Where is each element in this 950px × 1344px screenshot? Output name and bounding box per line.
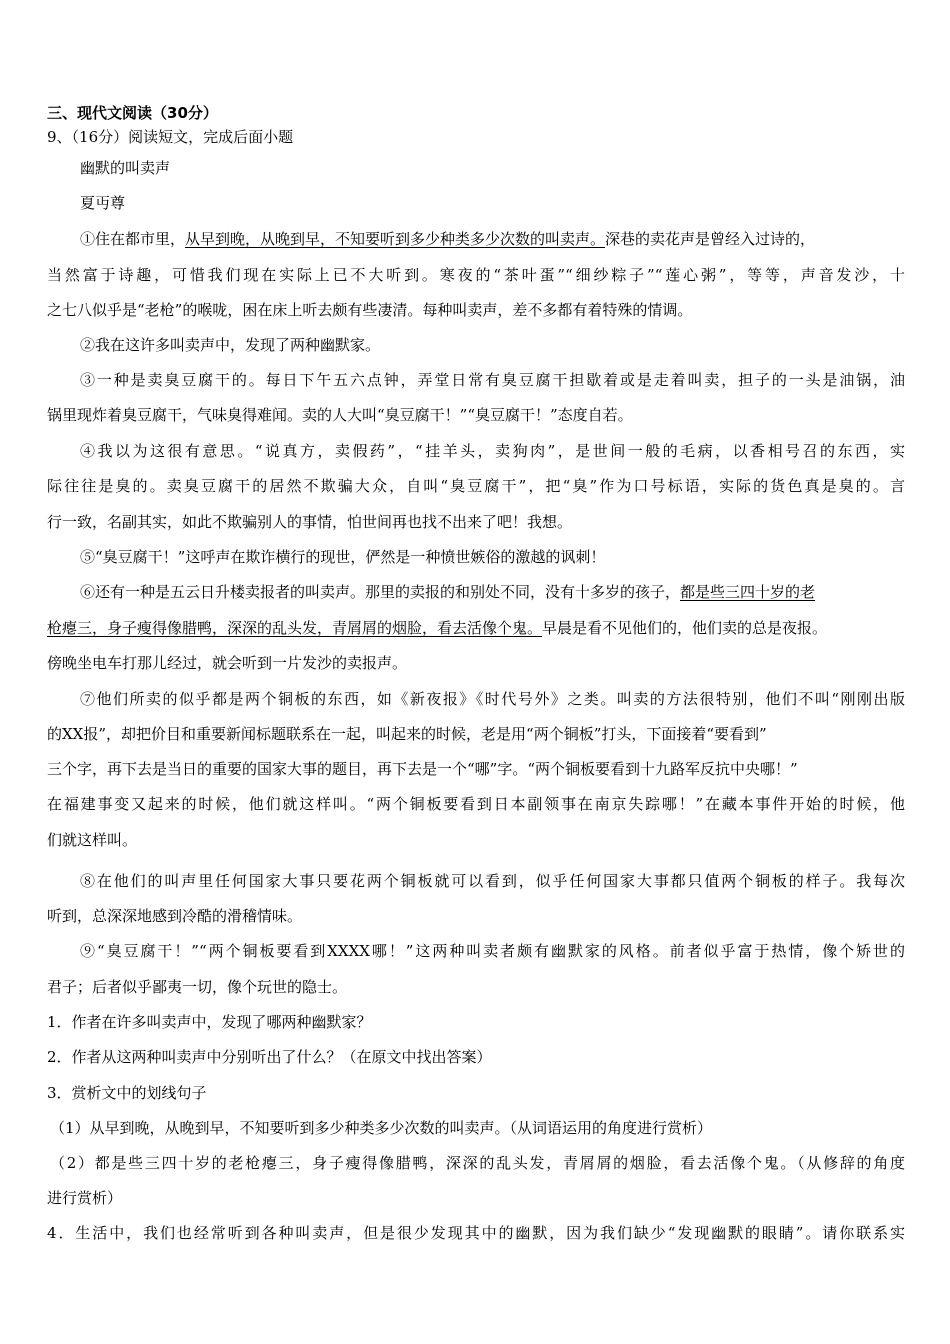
question-4: 4．生活中，我们也经常听到各种叫卖声，但是很少发现其中的幽默，因为我们缺少“发现幽默的眼睛”。请你联系实 bbox=[47, 1224, 905, 1242]
paragraph-1-line-2: 当然富于诗趣，可惜我们现在实际上已不大听到。寒夜的“茶叶蛋”“细纱粽子”“莲心粥”，等等，声音发沙，十 bbox=[47, 266, 905, 284]
paragraph-1-line-3: 之七八似乎是“老枪”的喉咙，困在床上听去颇有些凄清。每种叫卖声，差不多都有着特殊的情调。 bbox=[47, 301, 693, 319]
paragraph-3-line-2: 锅里现炸着臭豆腐干，气味臭得难闻。卖的人大叫“臭豆腐干！”“臭豆腐干！”态度自若。 bbox=[47, 406, 633, 424]
paragraph-9-line-2: 君子；后者似乎鄙夷一切，像个玩世的隐士。 bbox=[47, 978, 348, 996]
question-3-part-1: （1）从早到晚，从晚到早，不知要听到多少种类多少次数的叫卖声。（从词语运用的角度进行赏析） bbox=[50, 1119, 713, 1137]
paragraph-7-line-5: 们就这样叫。 bbox=[47, 831, 138, 849]
paragraph-2: ②我在这许多叫卖声中，发现了两种幽默家。 bbox=[80, 336, 381, 354]
question-2: 2．作者从这两种叫卖声中分别听出了什么？（在原文中找出答案） bbox=[47, 1048, 492, 1066]
question-3-part-2-line-1: （2）都是些三四十岁的老枪瘪三，身子瘦得像腊鸭，深深的乱头发，青屑屑的烟脸，看去活像个鬼。（从修辞的角度 bbox=[50, 1154, 905, 1172]
underlined-sentence-1: 从早到晚，从晚到早，不知要听到多少种类多少次数的叫卖声。 bbox=[185, 230, 606, 248]
question-3-part-2-line-2: 进行赏析） bbox=[47, 1189, 123, 1207]
paragraph-1-line-1 bbox=[80, 222, 905, 256]
paragraph-7-line-3: 三个字，再下去是当日的重要的国家大事的题目，再下去是一个“哪”字。“两个铜板要看到十九路军反抗中央哪！” bbox=[47, 760, 798, 778]
underlined-sentence-2-part-2: 枪瘪三，身子瘦得像腊鸭，深深的乱头发，青屑屑的烟脸，看去活像个鬼。 bbox=[47, 619, 543, 637]
question-1: 1．作者在许多叫卖声中，发现了哪两种幽默家？ bbox=[47, 1013, 372, 1031]
paragraph-6-line-3: 傍晚坐电车打那儿经过，就会听到一片发沙的卖报声。 bbox=[47, 654, 408, 672]
paragraph-4-line-1: ④我以为这很有意思。“说真方，卖假药”，“挂羊头，卖狗肉”，是世间一般的毛病，以香相号召的东西，实 bbox=[80, 442, 905, 460]
underlined-sentence-2-part-1: 都是些三四十岁的老 bbox=[680, 583, 816, 601]
paragraph-4-line-3: 行一致，名副其实，如此不欺骗别人的事情，怕世间再也找不出来了吧！我想。 bbox=[47, 513, 573, 531]
paragraph-6-line-2 bbox=[47, 611, 905, 645]
paragraph-4-line-2: 际往往是臭的。卖臭豆腐干的居然不欺骗大众，自叫“臭豆腐干”，把“臭”作为口号标语，实际的货色真是臭的。言 bbox=[47, 477, 905, 495]
paragraph-9-line-1: ⑨“臭豆腐干！”“两个铜板要看到XXXX哪！”这两种叫卖者颇有幽默家的风格。前者似乎富于热情，像个矫世的 bbox=[80, 942, 905, 960]
paragraph-8-line-2: 听到，总深深地感到冷酷的滑稽情味。 bbox=[47, 907, 303, 925]
section-title: 三、现代文阅读（30分） bbox=[47, 104, 218, 122]
article-title: 幽默的叫卖声 bbox=[80, 159, 171, 177]
paragraph-3-line-1: ③一种是卖臭豆腐干的。每日下午五六点钟，弄堂日常有臭豆腐干担歇着或是走着叫卖，担子的一头是油锅，油 bbox=[80, 371, 905, 389]
paragraph-7-line-2: 的XX报”，却把价目和重要新闻标题联系在一起，叫起来的时候，老是用“两个铜板”打头，下面接着“要看到” bbox=[47, 725, 767, 743]
text-run: 深巷的卖花声是曾经入过诗的， bbox=[605, 230, 816, 248]
text-run: ①住在都市里， bbox=[80, 230, 186, 248]
paragraph-7-line-1: ⑦他们所卖的似乎都是两个铜板的东西，如《新夜报》《时代号外》之类。叫卖的方法很特别，他们不叫“刚刚出版 bbox=[80, 690, 905, 708]
question-heading: 9、（16分）阅读短文，完成后面小题 bbox=[47, 128, 294, 146]
text-run: 早晨是看不见他们的，他们卖的总是夜报。 bbox=[542, 619, 828, 637]
question-3: 3．赏析文中的划线句子 bbox=[47, 1084, 207, 1102]
paragraph-5: ⑤“臭豆腐干！”这呼声在欺诈横行的现世，俨然是一种愤世嫉俗的激越的讽刺！ bbox=[80, 548, 606, 566]
text-run: ⑥还有一种是五云日升楼卖报者的叫卖声。那里的卖报的和别处不同，没有十多岁的孩子， bbox=[80, 583, 681, 601]
paragraph-6-line-1 bbox=[80, 575, 905, 609]
article-author: 夏丏尊 bbox=[80, 194, 126, 212]
paragraph-7-line-4: 在福建事变又起来的时候，他们就这样叫。“两个铜板要看到日本副领事在南京失踪哪！”在藏本事件开始的时候，他 bbox=[47, 795, 905, 813]
paragraph-8-line-1: ⑧在他们的叫声里任何国家大事只要花两个铜板就可以看到，似乎任何国家大事都只值两个铜板的样子。我每次 bbox=[80, 872, 905, 890]
